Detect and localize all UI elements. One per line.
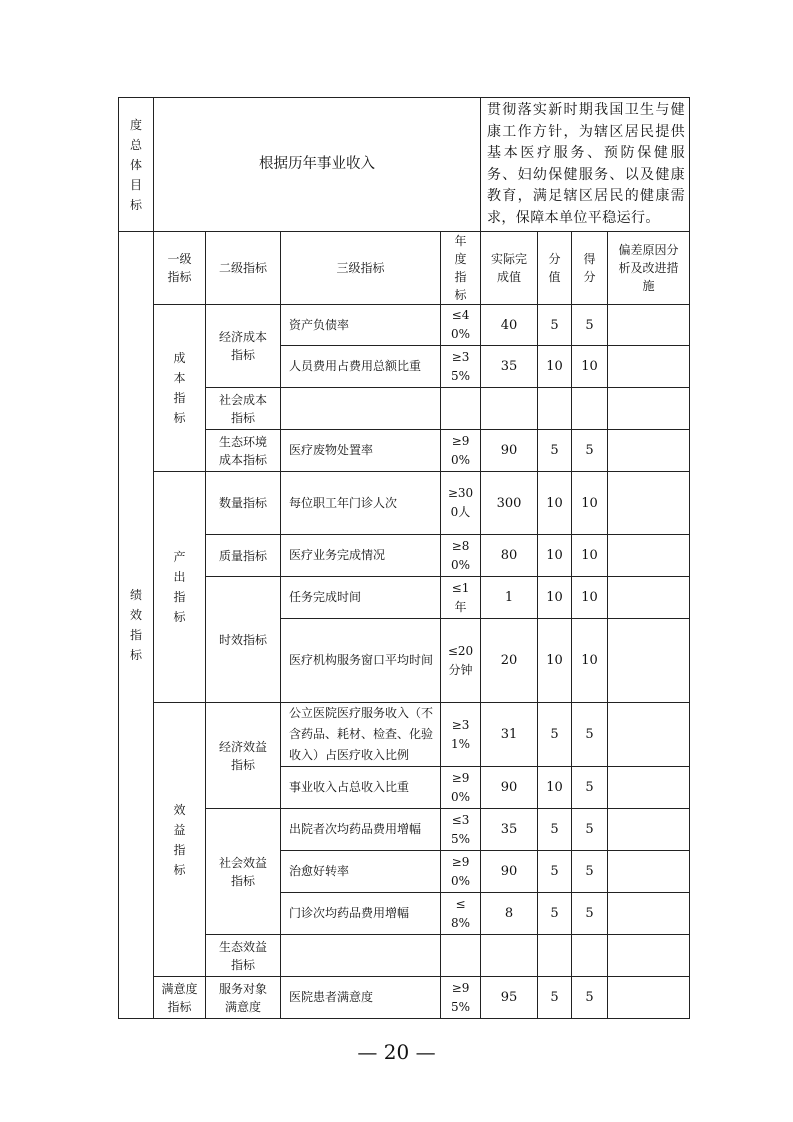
row-score: 5 — [572, 767, 608, 809]
performance-indicator-label: 绩效指标 — [119, 232, 154, 1019]
table-row — [119, 305, 690, 346]
row-deviation — [608, 619, 690, 703]
objective-label: 度总体目标 — [119, 98, 154, 232]
table-row — [119, 703, 690, 767]
group-satisfaction: 满意度指标 — [154, 977, 206, 1019]
row-target: ≥31% — [441, 703, 481, 767]
row-target: ≥95% — [441, 977, 481, 1019]
row-target: ≤35% — [441, 809, 481, 851]
row-value: 5 — [538, 703, 572, 767]
row-deviation — [608, 893, 690, 935]
row-actual-empty — [481, 388, 538, 430]
row-deviation — [608, 935, 690, 977]
row-deviation — [608, 535, 690, 577]
row-name: 每位职工年门诊人次 — [281, 472, 441, 535]
row-deviation — [608, 430, 690, 472]
row-value: 5 — [538, 430, 572, 472]
row-name-empty — [281, 388, 441, 430]
table-row — [119, 472, 690, 535]
row-name: 医疗业务完成情况 — [281, 535, 441, 577]
row-deviation — [608, 851, 690, 893]
row-value: 5 — [538, 851, 572, 893]
row-target: ≤1年 — [441, 577, 481, 619]
row-deviation — [608, 305, 690, 346]
group-benefit: 效益指标 — [154, 703, 206, 977]
subgroup-econ-cost: 经济成本指标 — [206, 305, 281, 388]
header-deviation: 偏差原因分析及改进措施 — [608, 232, 690, 305]
row-target: ≥35% — [441, 346, 481, 388]
row-target: ≥300人 — [441, 472, 481, 535]
row-deviation — [608, 346, 690, 388]
row-name: 人员费用占费用总额比重 — [281, 346, 441, 388]
performance-table-sheet — [118, 97, 689, 1019]
row-deviation — [608, 809, 690, 851]
row-name: 资产负债率 — [281, 305, 441, 346]
row-name: 任务完成时间 — [281, 577, 441, 619]
row-name: 出院者次均药品费用增幅 — [281, 809, 441, 851]
row-score: 5 — [572, 430, 608, 472]
row-value: 10 — [538, 472, 572, 535]
row-target: ≥90% — [441, 430, 481, 472]
row-actual: 90 — [481, 767, 538, 809]
row-actual: 90 — [481, 430, 538, 472]
row-target: ≥90% — [441, 851, 481, 893]
row-deviation — [608, 977, 690, 1019]
header-level3: 三级指标 — [281, 232, 441, 305]
subgroup-eco-cost: 生态环境成本指标 — [206, 430, 281, 472]
row-score-empty — [572, 388, 608, 430]
row-value: 5 — [538, 977, 572, 1019]
row-name: 医院患者满意度 — [281, 977, 441, 1019]
row-actual: 80 — [481, 535, 538, 577]
row-value-empty — [538, 935, 572, 977]
subgroup-quantity: 数量指标 — [206, 472, 281, 535]
row-value: 10 — [538, 346, 572, 388]
row-score: 5 — [572, 851, 608, 893]
row-score: 10 — [572, 619, 608, 703]
row-deviation — [608, 703, 690, 767]
row-target: ≥80% — [441, 535, 481, 577]
table-row — [119, 977, 690, 1019]
row-actual: 35 — [481, 809, 538, 851]
header-target: 年度指标 — [441, 232, 481, 305]
group-cost: 成本指标 — [154, 305, 206, 472]
header-score: 得分 — [572, 232, 608, 305]
objective-goal: 贯彻落实新时期我国卫生与健康工作方针，为辖区居民提供基本医疗服务、预防保健服务、妇幼保健服务、以及健康教育，满足辖区居民的健康需求，保障本单位平稳运行。 — [481, 98, 690, 232]
row-score: 5 — [572, 977, 608, 1019]
row-value: 5 — [538, 305, 572, 346]
row-actual: 300 — [481, 472, 538, 535]
row-actual: 90 — [481, 851, 538, 893]
row-deviation — [608, 767, 690, 809]
header-level2: 二级指标 — [206, 232, 281, 305]
row-score: 10 — [572, 535, 608, 577]
objective-middle: 根据历年事业收入 — [154, 98, 481, 232]
row-score-empty — [572, 935, 608, 977]
subgroup-service-target: 服务对象满意度 — [206, 977, 281, 1019]
row-score: 10 — [572, 346, 608, 388]
row-actual: 35 — [481, 346, 538, 388]
row-target: ≤20分钟 — [441, 619, 481, 703]
row-score: 5 — [572, 809, 608, 851]
row-target-empty — [441, 935, 481, 977]
row-target-empty — [441, 388, 481, 430]
row-value-empty — [538, 388, 572, 430]
row-actual: 8 — [481, 893, 538, 935]
row-deviation — [608, 577, 690, 619]
row-score: 10 — [572, 577, 608, 619]
subgroup-quality: 质量指标 — [206, 535, 281, 577]
row-name: 医疗废物处置率 — [281, 430, 441, 472]
row-value: 10 — [538, 619, 572, 703]
group-output: 产出指标 — [154, 472, 206, 703]
row-name: 事业收入占总收入比重 — [281, 767, 441, 809]
row-target: ≤40% — [441, 305, 481, 346]
row-score: 5 — [572, 893, 608, 935]
header-level1: 一级指标 — [154, 232, 206, 305]
row-score: 5 — [572, 305, 608, 346]
subgroup-social-cost: 社会成本指标 — [206, 388, 281, 430]
row-name: 公立医院医疗服务收入（不含药品、耗材、检查、化验收入）占医疗收入比例 — [281, 703, 441, 767]
row-deviation — [608, 388, 690, 430]
row-target: ≤8% — [441, 893, 481, 935]
row-value: 10 — [538, 767, 572, 809]
page-number: — 20 — — [357, 1040, 436, 1064]
row-name: 医疗机构服务窗口平均时间 — [281, 619, 441, 703]
row-name: 治愈好转率 — [281, 851, 441, 893]
row-actual: 1 — [481, 577, 538, 619]
header-score-value: 分值 — [538, 232, 572, 305]
subgroup-social-benefit: 社会效益指标 — [206, 809, 281, 935]
header-actual: 实际完成值 — [481, 232, 538, 305]
row-actual: 40 — [481, 305, 538, 346]
row-actual: 95 — [481, 977, 538, 1019]
header-row — [119, 232, 690, 305]
row-name: 门诊次均药品费用增幅 — [281, 893, 441, 935]
row-score: 10 — [572, 472, 608, 535]
row-value: 10 — [538, 577, 572, 619]
row-actual: 20 — [481, 619, 538, 703]
subgroup-econ-benefit: 经济效益指标 — [206, 703, 281, 809]
row-actual-empty — [481, 935, 538, 977]
row-deviation — [608, 472, 690, 535]
subgroup-eco-benefit: 生态效益指标 — [206, 935, 281, 977]
row-actual: 31 — [481, 703, 538, 767]
row-value: 10 — [538, 535, 572, 577]
row-value: 5 — [538, 893, 572, 935]
row-value: 5 — [538, 809, 572, 851]
objective-row — [119, 98, 690, 232]
row-target: ≥90% — [441, 767, 481, 809]
subgroup-timeliness: 时效指标 — [206, 577, 281, 703]
row-score: 5 — [572, 703, 608, 767]
row-name-empty — [281, 935, 441, 977]
performance-table — [118, 97, 690, 1019]
